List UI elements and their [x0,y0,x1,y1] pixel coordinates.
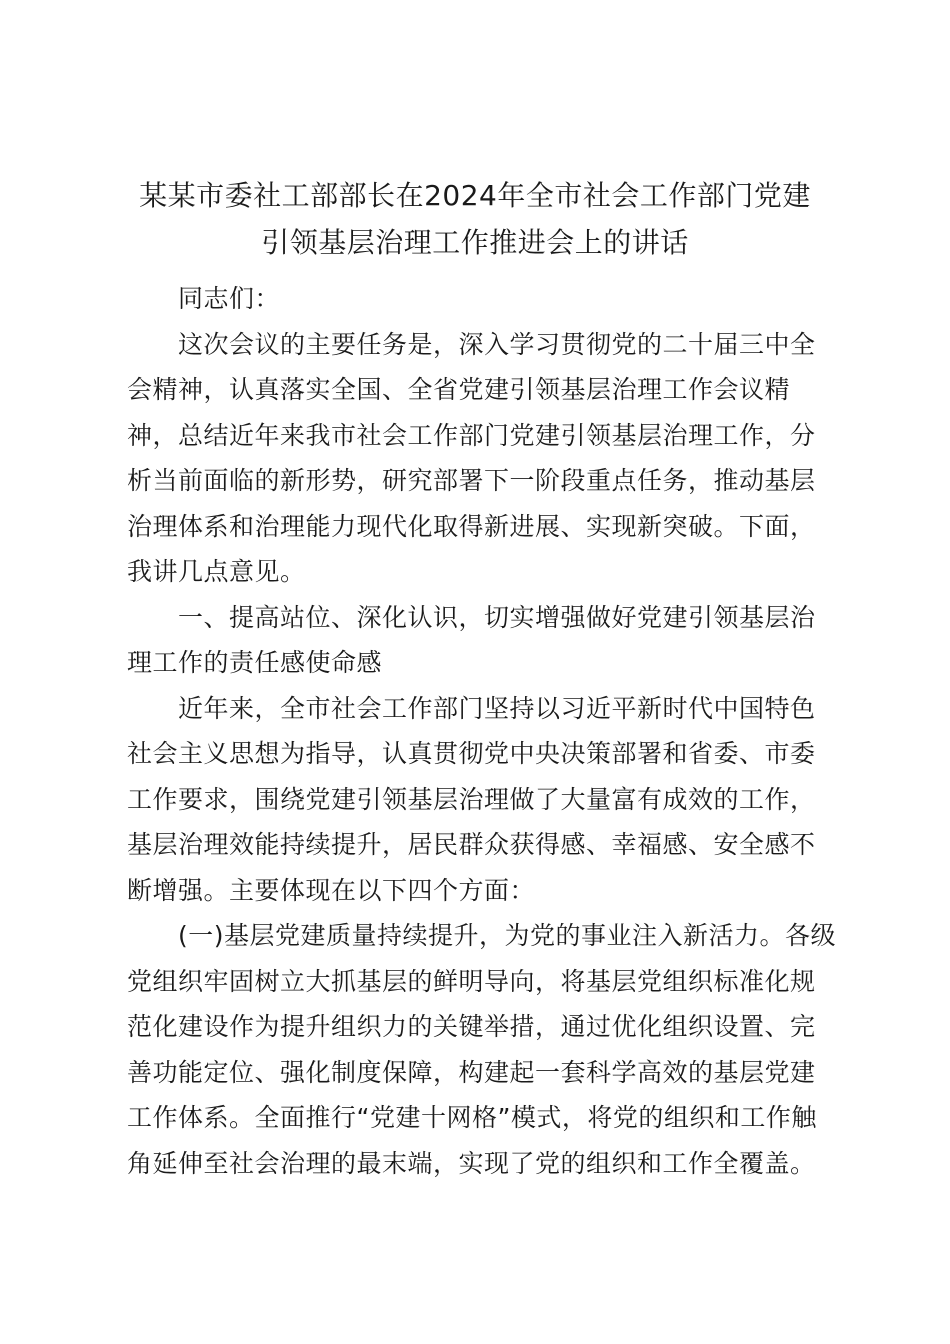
paragraph-line: 范化建设作为提升组织力的关键举措，通过优化组织设置、完 [127,1012,816,1041]
paragraph-line: 这次会议的主要任务是，深入学习贯彻党的二十届三中全 [178,329,816,359]
paragraph-intro [127,322,827,595]
paragraph-point-1 [127,913,837,1186]
paragraph-line: 理工作的责任感使命感 [127,648,383,677]
paragraph-line: 社会主义思想为指导，认真贯彻党中央决策部署和省委、市委 [127,739,816,768]
paragraph-line: 工作体系。全面推行“党建十网格”模式，将党的组织和工作触 [127,1103,817,1132]
salutation [127,276,827,322]
paragraph-line: 善功能定位、强化制度保障，构建起一套科学高效的基层党建 [127,1057,816,1087]
paragraph-line: 断增强。主要体现在以下四个方面： [127,875,536,905]
paragraph-line: 会精神，认真落实全国、全省党建引领基层治理工作会议精 [127,375,791,404]
paragraph-line: 近年来，全市社会工作部门坚持以习近平新时代中国特色 [178,693,816,723]
paragraph-line: 角延伸至社会治理的最末端，实现了党的组织和工作全覆盖。 [127,1148,816,1178]
paragraph-line: 我讲几点意见。 [127,557,306,586]
paragraph-line: 基层治理效能持续提升，居民群众获得感、幸福感、安全感不 [127,830,816,859]
document-body [127,276,837,1186]
section-heading-1 [127,595,827,686]
document-title [100,172,850,266]
paragraph-line: (一)基层党建质量持续提升，为党的事业注入新活力。各级 [178,921,837,950]
paragraph-line: 治理体系和治理能力现代化取得新进展、实现新突破。下面， [127,511,816,541]
title-line-1: 某某市委社工部部长在2024年全市社会工作部门党建 [139,179,811,212]
paragraph-line: 工作要求，围绕党建引领基层治理做了大量富有成效的工作， [127,784,816,814]
paragraph-overview [127,686,827,914]
paragraph-line: 析当前面临的新形势，研究部署下一阶段重点任务，推动基层 [127,466,816,495]
salutation-text: 同志们： [178,284,281,313]
paragraph-line: 神，总结近年来我市社会工作部门党建引领基层治理工作，分 [127,420,816,450]
paragraph-line: 一、提高站位、深化认识，切实增强做好党建引领基层治 [178,602,816,632]
title-line-2: 引领基层治理工作推进会上的讲话 [261,226,689,259]
paragraph-line: 党组织牢固树立大抓基层的鲜明导向，将基层党组织标准化规 [127,966,816,996]
